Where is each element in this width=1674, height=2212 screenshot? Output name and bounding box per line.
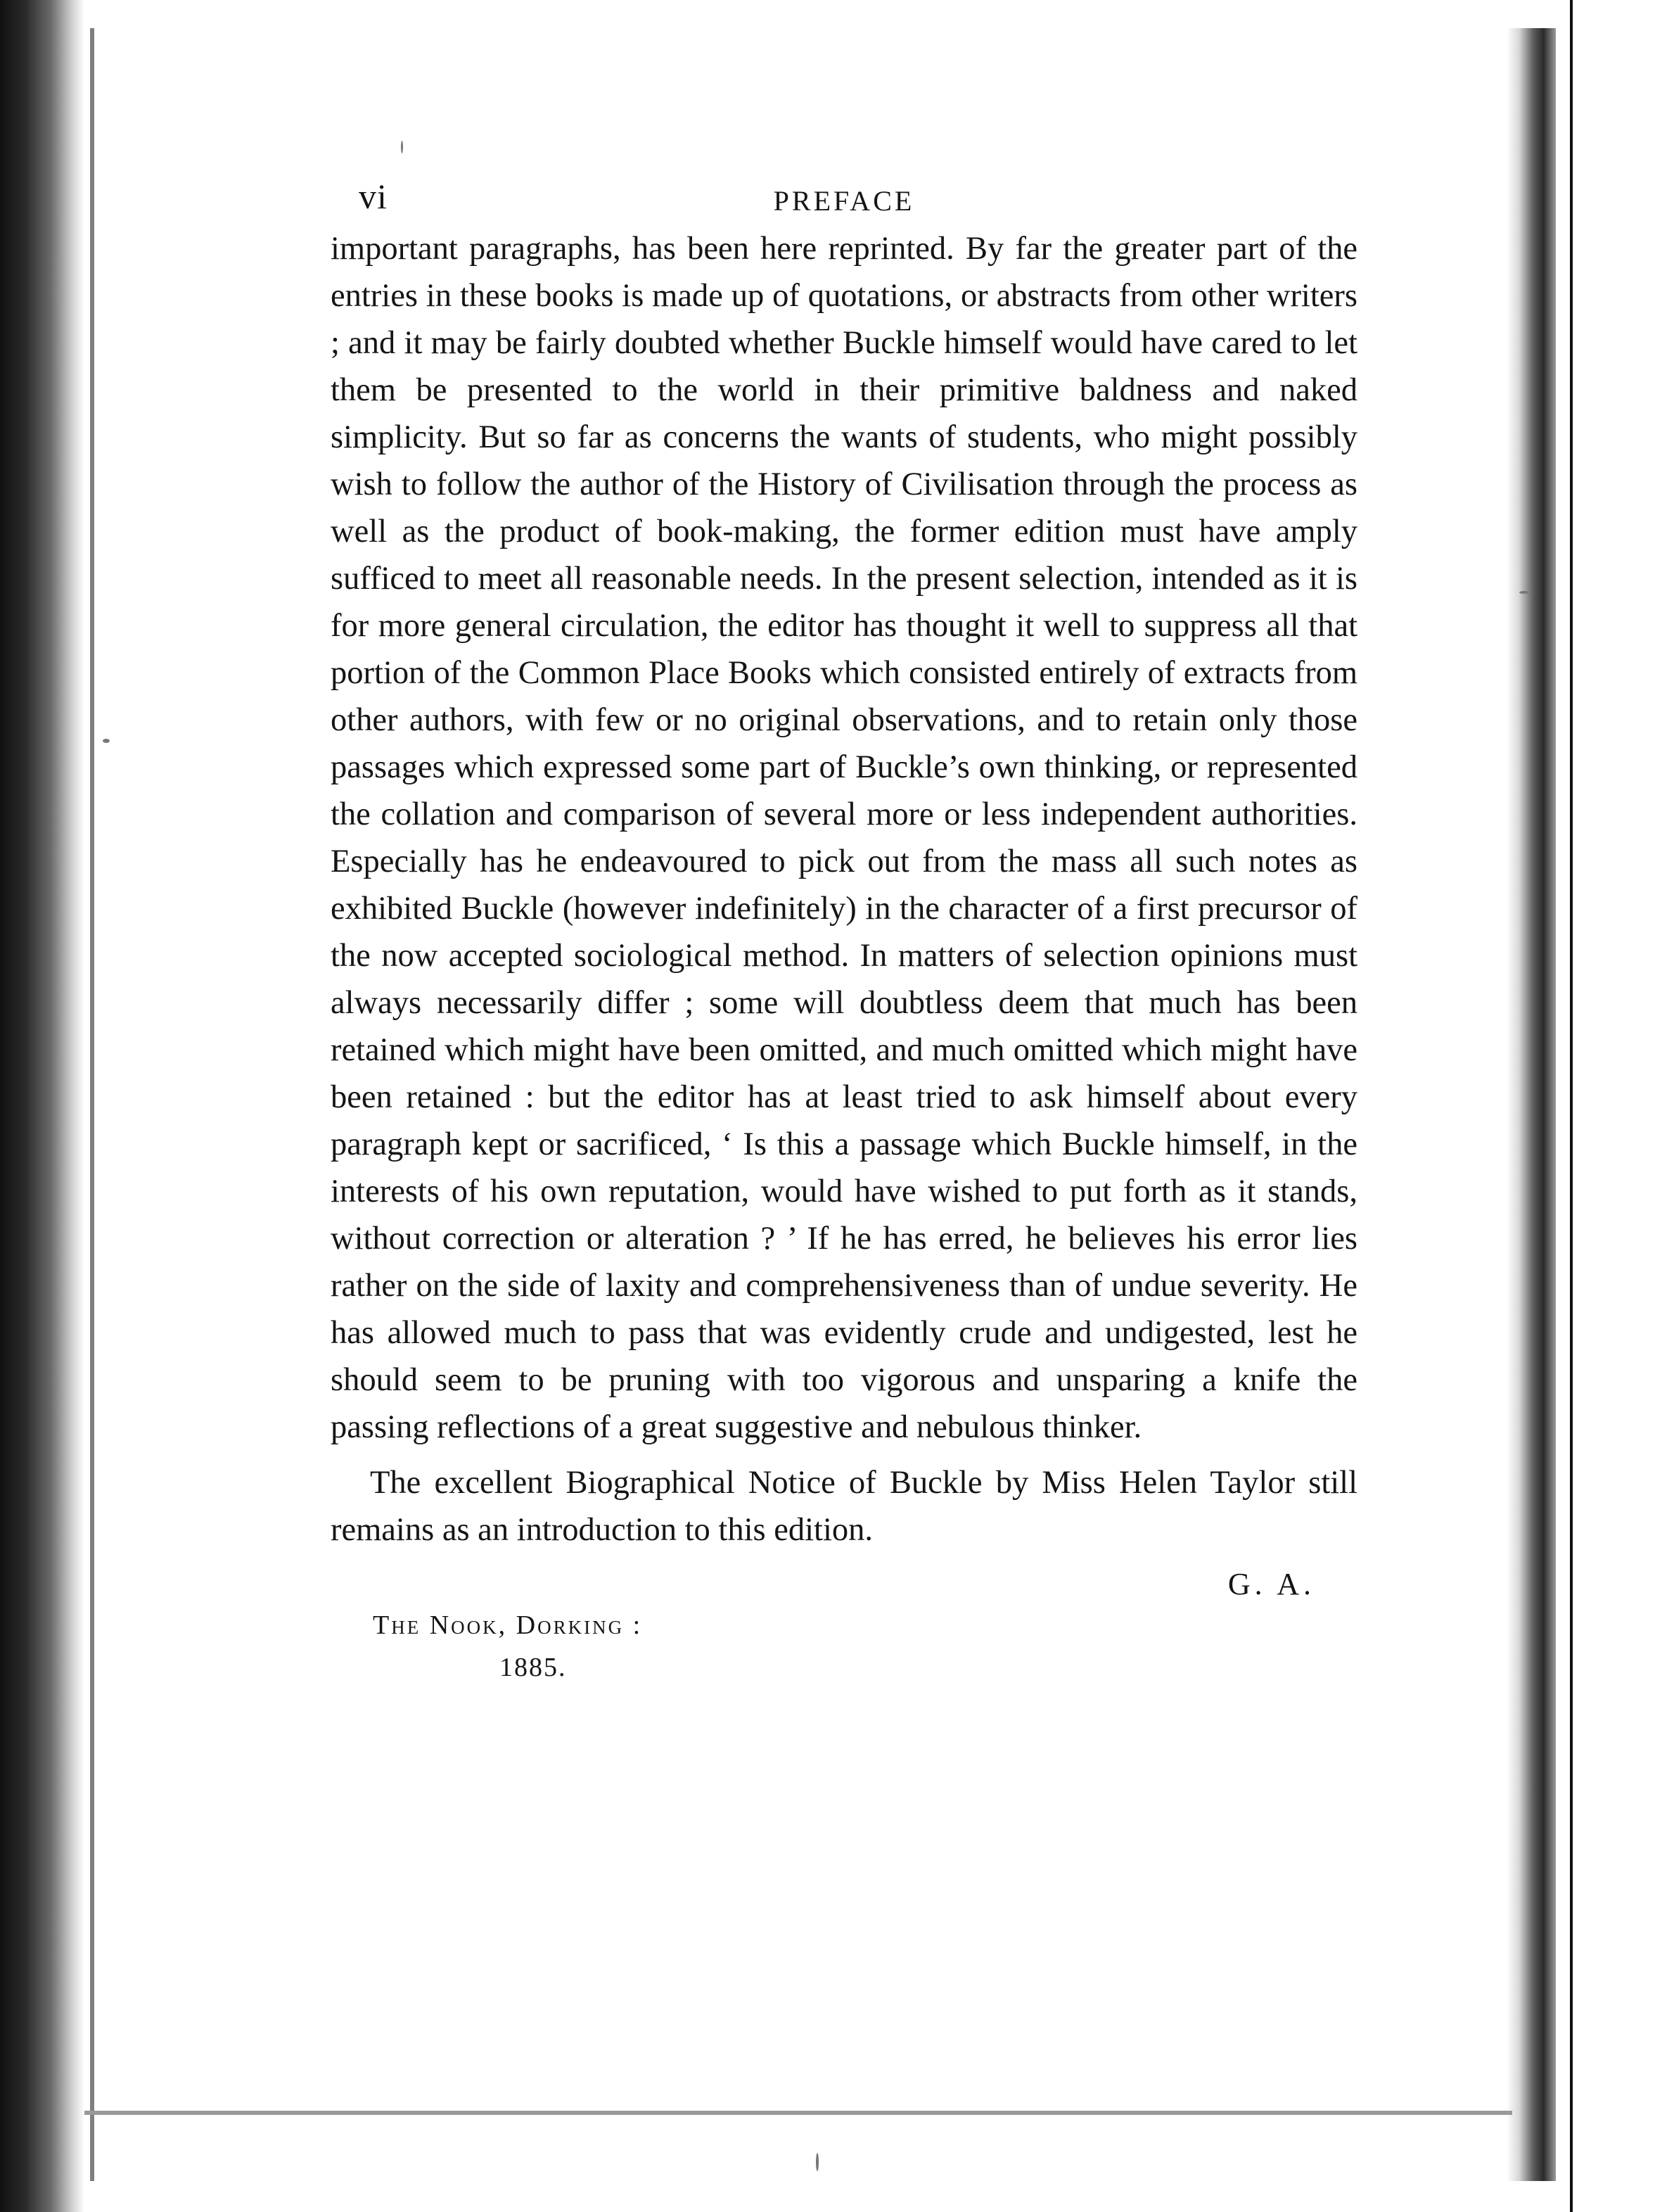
scan-speck [401, 141, 403, 153]
page-edge-left [90, 28, 94, 2181]
author-initials: G. A. [1227, 1567, 1315, 1601]
scan-margin-right [1556, 0, 1674, 2212]
running-head [331, 162, 1357, 225]
page-title: PREFACE [773, 185, 915, 217]
scan-speck [1519, 591, 1529, 594]
page-edge-right [1507, 28, 1556, 2181]
page-number: vi [359, 177, 388, 216]
paragraph: The excellent Biographical Notice of Buckle by Miss Helen Taylor still remains as an introduction to this edition. [331, 1465, 1357, 1548]
scan-speck [816, 2153, 819, 2171]
binding-shadow-left [0, 0, 84, 2212]
date-line: 1885. [499, 1653, 567, 1682]
page-content [331, 162, 1357, 1683]
paragraph: important paragraphs, has been here reprinted. By far the greater part of the entries in these books is made up of quotations, or abstracts from other writers ; and it may be fairly doubted whether Buckle himself would have cared to let them be presented to the world in their primitive baldness and naked simplicity. But so far as concerns the wants of students, who might possibly wish to follow the author of the History of Civilisation through the process as well as the product of book-making, the former edition must have amply sufficed to meet all reasonable needs. In the present selection, intended as it is for more general circulation, the editor has thought it well to suppress all that portion of the Common Place Books which consisted entirely of extracts from other authors, with few or no original observations, and to retain only those passages which expressed some part of Buckle’s own thinking, or represented the collation and comparison of several more or less independent authorities. Especially has he endeavoured to pick out from the mass all such notes as exhibited Buckle (however indefinitely) in the character of a first precursor of the now accepted sociological method. In matters of selection opinions must always necessarily differ ; some will doubtless deem that much has been retained which might have been omitted, and much omitted which might have been retained : but the editor has at least tried to ask himself about every paragraph kept or sacrificed, ‘ Is this a passage which Buckle himself, in the interests of his own reputation, would have wished to put forth as it stands, without correction or alteration ? ’ If he has erred, he believes his error lies rather on the side of laxity and comprehensiveness than of undue severity. He has allowed much to pass that was evidently crude and undigested, lest he should seem to be pruning with too vigorous and unsparing a knife the passing reflections of a great suggestive and nebulous thinker. [331, 231, 1357, 1445]
scan-speck [103, 739, 110, 743]
scan-border-right [1570, 0, 1573, 2212]
signature-block [331, 1566, 1357, 1615]
place-line: The Nook, Dorking : [373, 1610, 643, 1640]
page-edge-bottom [84, 2111, 1512, 2115]
main-text [331, 225, 1357, 1553]
